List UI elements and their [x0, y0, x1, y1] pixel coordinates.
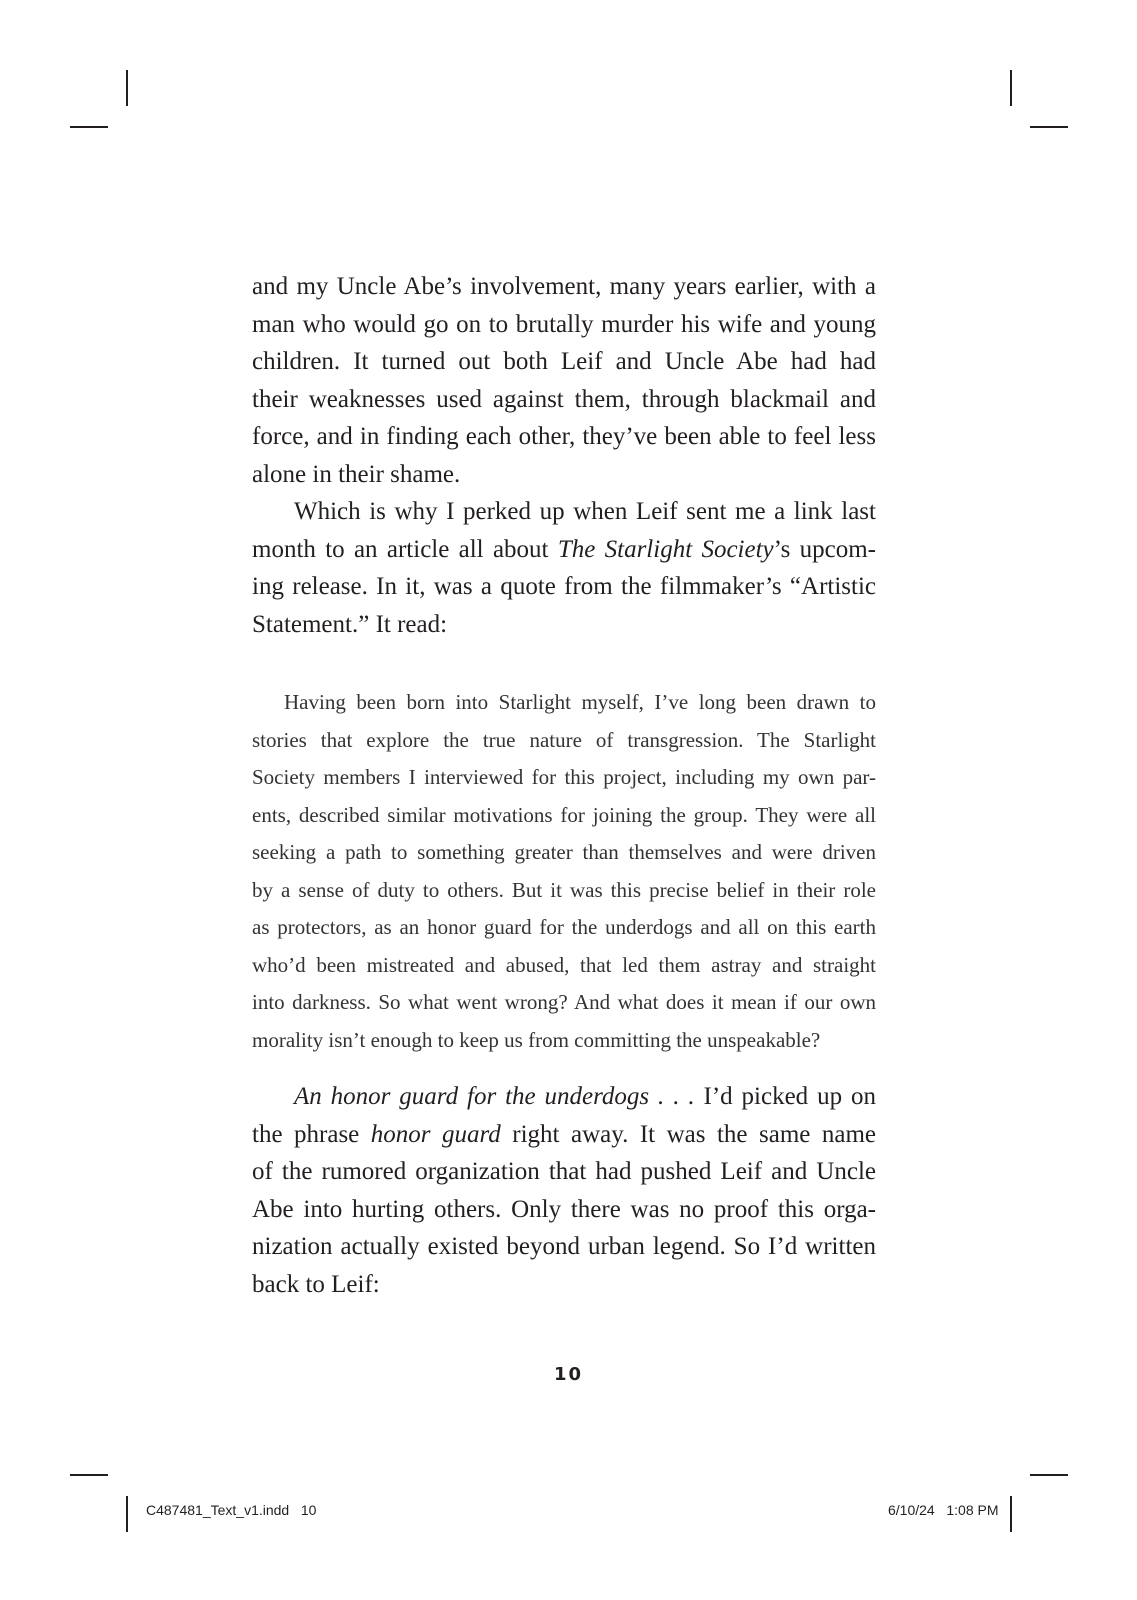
quote-line: stories that explore the true nature of transgression. The Starlight — [252, 727, 876, 752]
crop-mark-top-right-horizontal — [1030, 126, 1068, 128]
text-line: children. It turned out both Leif and Uncle Abe had had — [252, 348, 876, 375]
page-number: 10 — [553, 1364, 584, 1385]
film-title: The Starlight Society — [557, 535, 774, 563]
slug-file-info: C487481_Text_v1.indd 10 — [146, 1502, 317, 1518]
text-line: Statement.” It read: — [252, 610, 448, 638]
text-line — [252, 531, 876, 569]
quote-line: by a sense of duty to others. But it was this precise belief in their role — [252, 877, 876, 902]
quote-line: ents, described similar motivations for joining the group. They were all — [252, 802, 876, 827]
italic-phrase: honor guard — [370, 1120, 501, 1148]
text-span: month to an article all about — [252, 535, 558, 563]
text-line: Abe into hurting others. Only there was no proof this orga- — [252, 1195, 876, 1223]
text-line: alone in their shame. — [252, 460, 461, 488]
slug-date-time: 6/10/24 1:08 PM — [888, 1502, 999, 1518]
text-line: nization actually existed beyond urban legend. So I’d written — [252, 1233, 876, 1260]
crop-mark-bottom-left-horizontal — [70, 1474, 108, 1476]
quote-line: Society members I interviewed for this project, including my own par- — [252, 765, 876, 789]
text-line: and my Uncle Abe’s involvement, many years earlier, with a — [252, 273, 876, 300]
crop-mark-bottom-left-vertical — [126, 1496, 128, 1532]
quote-line: seeking a path to something greater than themselves and were driven — [252, 840, 876, 864]
text-line: force, and in finding each other, they’ve been able to feel less — [252, 423, 876, 450]
text-span: ’s upcom- — [773, 535, 876, 563]
quote-line: as protectors, as an honor guard for the underdogs and all on this earth — [252, 915, 876, 939]
text-span: the phrase — [252, 1120, 371, 1148]
text-line: back to Leif: — [252, 1270, 380, 1298]
text-line: Which is why I perked up when Leif sent me a link last — [294, 498, 876, 525]
text-line — [252, 1078, 876, 1116]
block-quote — [252, 684, 876, 1059]
text-line: ing release. In it, was a quote from the filmmaker’s “Artistic — [252, 573, 876, 600]
body-text-top — [252, 268, 876, 643]
crop-mark-top-right-vertical — [1010, 70, 1012, 106]
text-line: man who would go on to brutally murder his wife and young — [252, 310, 876, 338]
text-line: of the rumored organization that had pushed Leif and Uncle — [252, 1158, 876, 1185]
quote-line: who’d been mistreated and abused, that led them astray and straight — [252, 952, 876, 977]
text-line — [252, 1116, 876, 1154]
crop-mark-bottom-right-vertical — [1010, 1496, 1012, 1532]
quote-line: Having been born into Starlight myself, I’ve long been drawn to — [284, 690, 876, 714]
quote-line: into darkness. So what went wrong? And what does it mean if our own — [252, 990, 876, 1014]
text-line: their weaknesses used against them, through blackmail and — [252, 385, 876, 413]
crop-mark-bottom-right-horizontal — [1030, 1474, 1068, 1476]
crop-mark-top-left-vertical — [126, 70, 128, 106]
crop-mark-top-left-horizontal — [70, 126, 108, 128]
text-span: I’d picked up on — [694, 1083, 876, 1110]
italic-phrase: An honor guard for the underdogs . . . — [294, 1083, 695, 1110]
body-text-bottom — [252, 1078, 876, 1303]
text-span: right away. It was the same name — [500, 1120, 876, 1148]
quote-line: morality isn’t enough to keep us from committing the unspeakable? — [252, 1027, 821, 1052]
